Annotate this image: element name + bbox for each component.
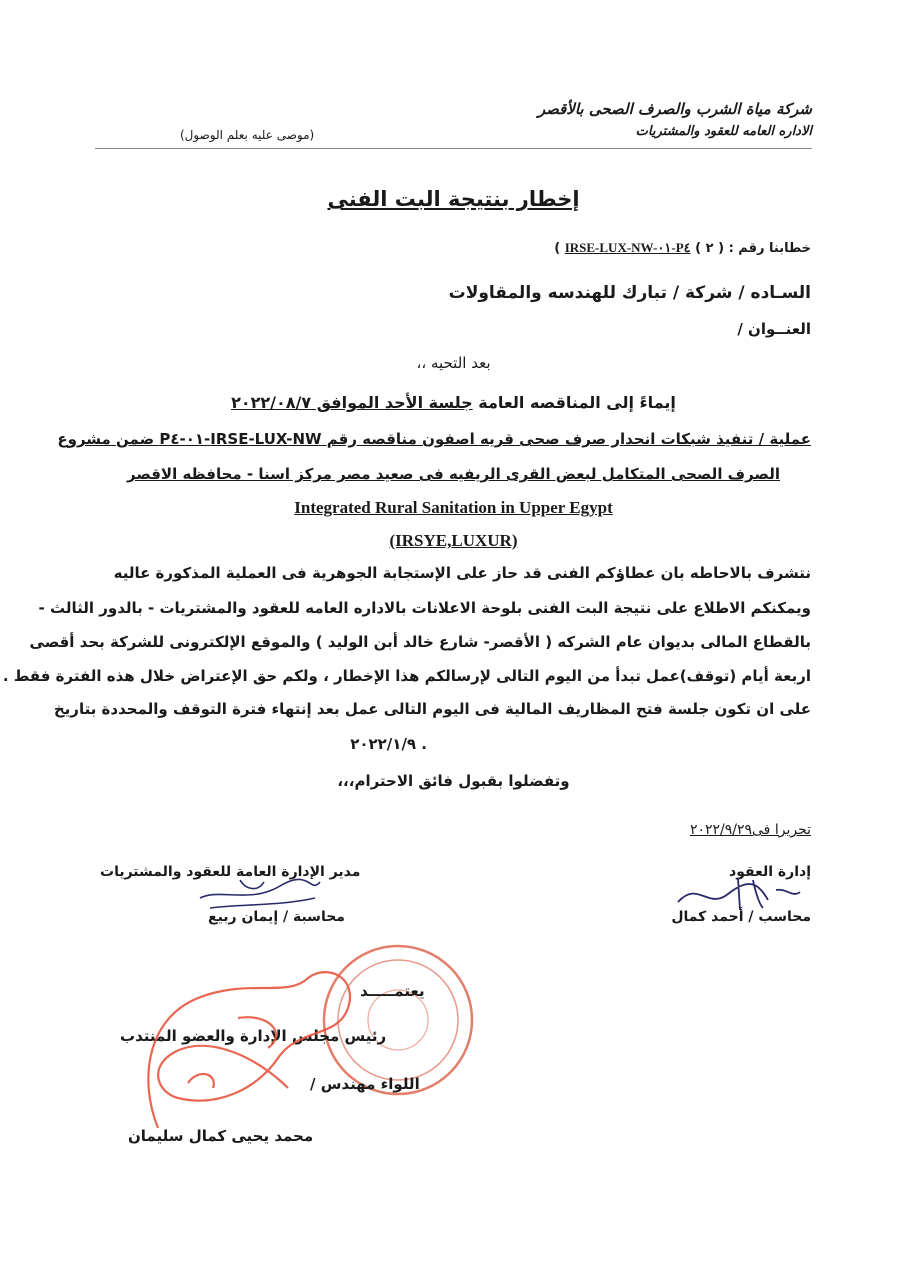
reference-close: ) bbox=[554, 241, 561, 256]
paragraph-line: بالقطاع المالى بديوان عام الشركه ( الأقصر- شارع خالد أبن الوليد ) والموقع الإلكترونى للشركة بحد أقصى bbox=[29, 633, 811, 651]
left-signatory-title: مدير الإدارة العامة للعقود والمشتريات bbox=[100, 864, 361, 880]
operation-line: عملية / تنفيذ شبكات انحدار صرف صحى قريه اصفون مناقصه رقم IRSE-LUX-NW-٠١-P٤ ضمن مشروع bbox=[57, 430, 811, 448]
signature-left bbox=[180, 868, 330, 918]
paragraph-line: ٢٠٢٢/١/٩ . bbox=[350, 735, 427, 753]
paragraph-line: اربعة أيام (توقف)عمل تبدأ من اليوم التالى لإرسالكم هذا الإخطار ، ولكم حق الإعتراض خلال هذه الفترة فقط . bbox=[2, 667, 811, 685]
tender-reference bbox=[0, 393, 907, 412]
header-divider bbox=[95, 148, 812, 149]
reference-label: خطابنا رقم : ( ٢ ) bbox=[695, 241, 811, 256]
tender-session: جلسة الأحد الموافق ٢٠٢٢/٠٨/٧ bbox=[231, 393, 473, 412]
tender-prefix: إيماءً إلى المناقصه العامة bbox=[478, 393, 676, 412]
paragraph-line: نتشرف بالاحاطه بان عطاؤكم الفنى قد حاز على الإستجابة الجوهرية فى العملية المذكورة عاليه bbox=[113, 564, 811, 582]
reference-line bbox=[554, 240, 811, 256]
paragraph-line: ويمكنكم الاطلاع على نتيجة البت الفنى بلوحة الاعلانات بالاداره العامه للعقود والمشتريات - بالدور الثالث - bbox=[38, 599, 811, 617]
approval-label: يعتمـــــد bbox=[360, 982, 425, 1000]
right-signatory-name: محاسب / أحمد كمال bbox=[671, 909, 811, 925]
reference-code: IRSE-LUX-NW-٠١-P٤ bbox=[564, 240, 691, 255]
right-signatory-title: إدارة العقود bbox=[729, 864, 811, 880]
approval-name: محمد يحيى كمال سليمان bbox=[128, 1127, 314, 1145]
project-code: (IRSYE,LUXUR) bbox=[389, 531, 518, 550]
project-line: الصرف الصحى المتكامل لبعض القرى الريفيه فى صعيد مصر مركز اسنا - محافظه الاقصر bbox=[126, 465, 780, 483]
project-english: Integrated Rural Sanitation in Upper Egypt bbox=[294, 498, 613, 517]
approval-position: رئيس مجلس الإدارة والعضو المنتدب bbox=[120, 1027, 387, 1045]
company-name: شركة مياة الشرب والصرف الصحى بالأقصر bbox=[537, 100, 812, 118]
addressee: السـاده / شركة / تبارك للهندسه والمقاولات bbox=[448, 283, 811, 303]
chairman-signature bbox=[118, 958, 378, 1148]
date-line: تحريرا فى٢٠٢٢/٩/٢٩ bbox=[689, 822, 811, 838]
address-label: العنــوان / bbox=[737, 320, 811, 338]
paragraph-line: على ان تكون جلسة فتح المظاريف المالية فى اليوم التالى عمل بعد إنتهاء فترة التوقف والمحددة بتاريخ bbox=[53, 700, 811, 718]
letter-title: إخطار بنتيجة البت الفنى bbox=[327, 187, 580, 211]
greeting: بعد التحيه ،، bbox=[416, 354, 491, 372]
department-name: الاداره العامه للعقود والمشتريات bbox=[635, 124, 812, 139]
signature-right bbox=[668, 870, 808, 920]
approval-rank: اللواء مهندس / bbox=[310, 1075, 420, 1093]
closing-line: وتفضلوا بقبول فائق الاحترام،،، bbox=[337, 772, 570, 790]
left-signatory-name: محاسبة / إيمان ربيع bbox=[208, 909, 345, 925]
receipt-note: (موصى عليه بعلم الوصول) bbox=[180, 128, 315, 142]
